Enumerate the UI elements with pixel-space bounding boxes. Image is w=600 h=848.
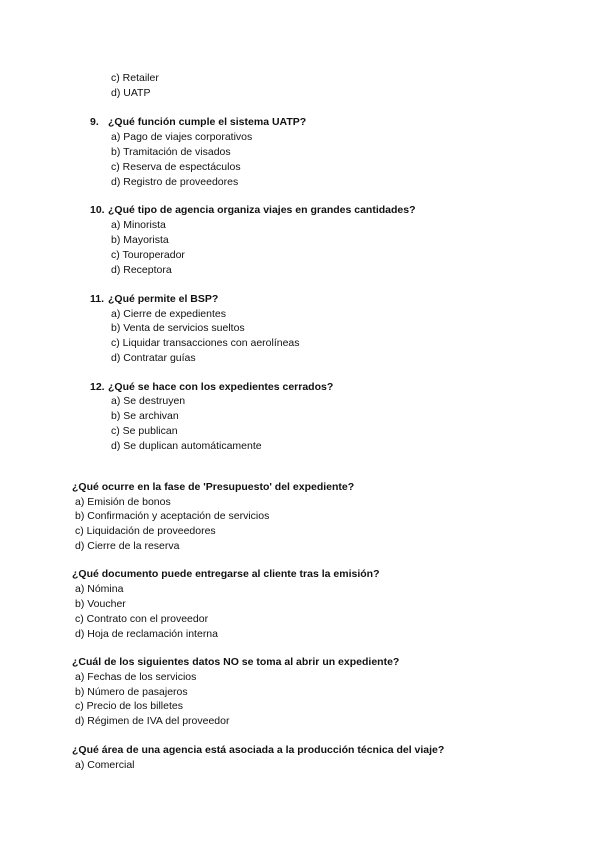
- question-text: ¿Qué ocurre en la fase de 'Presupuesto' del expediente?: [72, 481, 355, 493]
- option: b) Venta de servicios sueltos: [111, 322, 245, 334]
- question-text: ¿Qué tipo de agencia organiza viajes en grandes cantidades?: [108, 204, 416, 216]
- option: d) UATP: [111, 87, 151, 99]
- option: d) Régimen de IVA del proveedor: [75, 715, 230, 727]
- option: c) Touroperador: [111, 249, 185, 261]
- question-text: ¿Qué se hace con los expedientes cerrados?: [108, 381, 334, 393]
- option: a) Pago de viajes corporativos: [111, 131, 253, 143]
- option: a) Comercial: [75, 759, 135, 771]
- question-number: 10.: [90, 204, 105, 216]
- option: a) Cierre de expedientes: [111, 308, 226, 320]
- question-text: ¿Qué documento puede entregarse al cliente tras la emisión?: [72, 568, 380, 580]
- question-text: ¿Qué área de una agencia está asociada a la producción técnica del viaje?: [72, 744, 445, 756]
- question-text: ¿Cuál de los siguientes datos NO se toma al abrir un expediente?: [72, 656, 400, 668]
- option: a) Minorista: [111, 219, 166, 231]
- option: a) Se destruyen: [111, 395, 186, 407]
- option: b) Confirmación y aceptación de servicios: [75, 510, 270, 522]
- question-number: 9.: [90, 116, 99, 128]
- option: d) Se duplican automáticamente: [111, 440, 262, 452]
- option: b) Mayorista: [111, 234, 169, 246]
- question-number: 12.: [90, 381, 105, 393]
- option: d) Registro de proveedores: [111, 176, 239, 188]
- option: c) Contrato con el proveedor: [75, 613, 209, 625]
- question-text: ¿Qué función cumple el sistema UATP?: [108, 116, 307, 128]
- option: a) Nómina: [75, 583, 124, 595]
- option: b) Voucher: [75, 598, 126, 610]
- option: b) Número de pasajeros: [75, 686, 188, 698]
- option: d) Cierre de la reserva: [75, 540, 180, 552]
- option: c) Se publican: [111, 425, 178, 437]
- question-number: 11.: [90, 293, 105, 305]
- option: c) Precio de los billetes: [75, 700, 183, 712]
- option: d) Contratar guías: [111, 352, 196, 364]
- option: b) Se archivan: [111, 410, 179, 422]
- option: a) Emisión de bonos: [75, 496, 171, 508]
- option: a) Fechas de los servicios: [75, 671, 197, 683]
- option: c) Liquidación de proveedores: [75, 525, 216, 537]
- option: b) Tramitación de visados: [111, 146, 231, 158]
- option: c) Liquidar transacciones con aerolíneas: [111, 337, 300, 349]
- question-text: ¿Qué permite el BSP?: [108, 293, 219, 305]
- option: c) Retailer: [111, 72, 159, 84]
- option: c) Reserva de espectáculos: [111, 161, 241, 173]
- option: d) Hoja de reclamación interna: [75, 628, 218, 640]
- option: d) Receptora: [111, 264, 172, 276]
